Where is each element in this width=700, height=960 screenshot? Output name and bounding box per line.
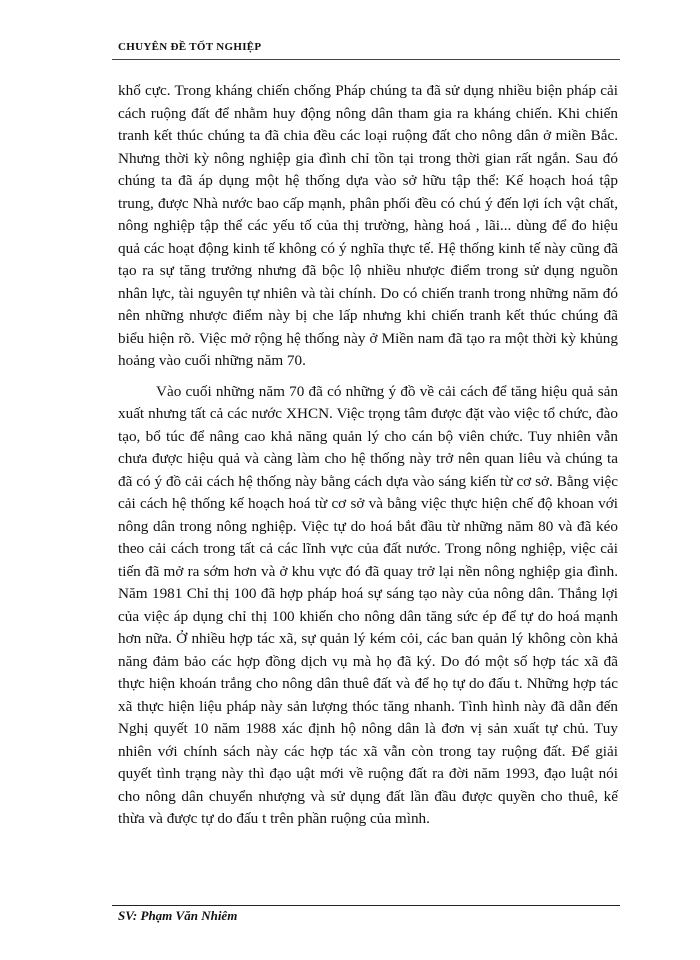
paragraph: khổ cực. Trong kháng chiến chống Pháp chúng ta đã sử dụng nhiều biện pháp cải cách ruộng đất để nhằm huy động nông dân tham gia ra kháng chiến. Khi chiến tranh kết thúc chúng ta đã chia đều các loại ruộng đất cho nông dân ở miền Bắc. Nhưng thời kỳ nông nghiệp gia đình chỉ tồn tại trong thời gian rất ngắn. Sau đó chúng ta đã áp dụng một hệ thống dựa vào sở hữu tập thể: Kế hoạch hoá tập trung, được Nhà nước bao cấp mạnh, phân phối đều có chú ý đến lợi ích vật chất, nông nghiệp tập thể các yếu tố của thị trường, hàng hoá , lãi... dùng để đo hiệu quả các hoạt động kinh tế không có ý nghĩa thực tế. Hệ thống kinh tế này cũng đã tạo ra sự tăng trưởng nhưng đã bộc lộ nhiều nhược điểm trong sử dụng nguồn nhân lực, tài nguyên tự nhiên và tài chính. Do có chiến tranh trong những năm đó nên những nhược điểm này bị che lấp nhưng khi chiến tranh kết thúc chúng đã biểu hiện rõ. Việc mở rộng hệ thống này ở Miền nam đã tạo ra một thời kỳ khủng hoảng vào cuối những năm 70. [118, 82, 618, 369]
document-header: CHUYÊN ĐỀ TỐT NGHIỆP [118, 41, 262, 53]
document-footer: SV: Phạm Văn Nhiêm [118, 908, 238, 923]
paragraph: Vào cuối những năm 70 đã có những ý đồ về cải cách để tăng hiệu quả sản xuất nhưng tất cả các nước XHCN. Việc trọng tâm được đặt vào việc tổ chức, đào tạo, bổ túc để nâng cao khả năng quản lý cho cán bộ viên chức. Tuy nhiên vẫn chưa được hiệu quả và càng làm cho hệ thống này trở nên quan liêu và chúng ta đã có ý đồ cải cách hệ thống này bằng cách dựa vào sáng kiến từ cơ sở. Bằng việc cải cách hệ thống kế hoạch hoá từ cơ sở và bằng việc thực hiện chế độ khoan với nông dân trong nông nghiệp. Việc tự do hoá bắt đầu từ những năm 80 và đã kéo theo cải cách trong tất cả các lĩnh vực của đất nước. Trong nông nghiệp, việc cải tiến đã mở ra sớm hơn và ở khu vực đó đã quay trở lại nền nông nghiệp gia đình. Năm 1981 Chỉ thị 100 đã hợp pháp hoá sự sáng tạo này của nông dân. Thắng lợi của việc áp dụng chỉ thị 100 khiến cho nông dân tăng sức ép để tự do hoá mạnh hơn nữa. Ở nhiều hợp tác xã, sự quản lý kém cỏi, các ban quản lý không còn khả năng đảm bảo các hợp đồng dịch vụ mà họ đã ký. Do đó một số hợp tác xã đã thực hiện khoán trắng cho nông dân thuê đất và để họ tự do đấu t. Những hợp tác xã thực hiện liệu pháp này sản lượng thóc tăng nhanh. Tình hình này đã dẫn đến Nghị quyết 10 năm 1988 xác định hộ nông dân là đơn vị sản xuất tự chủ. Tuy nhiên với chính sách này các hợp tác xã vẫn còn trong tay ruộng đất. Để giải quyết tình trạng này thì đạo uật mới về ruộng đất ra đời năm 1993, đạo luật nói cho nông dân chuyển nhượng và sử dụng đất lần đầu được quyền cho thuê, kế thừa và được tự do đấu t trên phần ruộng của mình. [118, 382, 618, 827]
header-divider [112, 59, 620, 60]
footer-divider [112, 905, 620, 906]
document-body [118, 80, 618, 831]
